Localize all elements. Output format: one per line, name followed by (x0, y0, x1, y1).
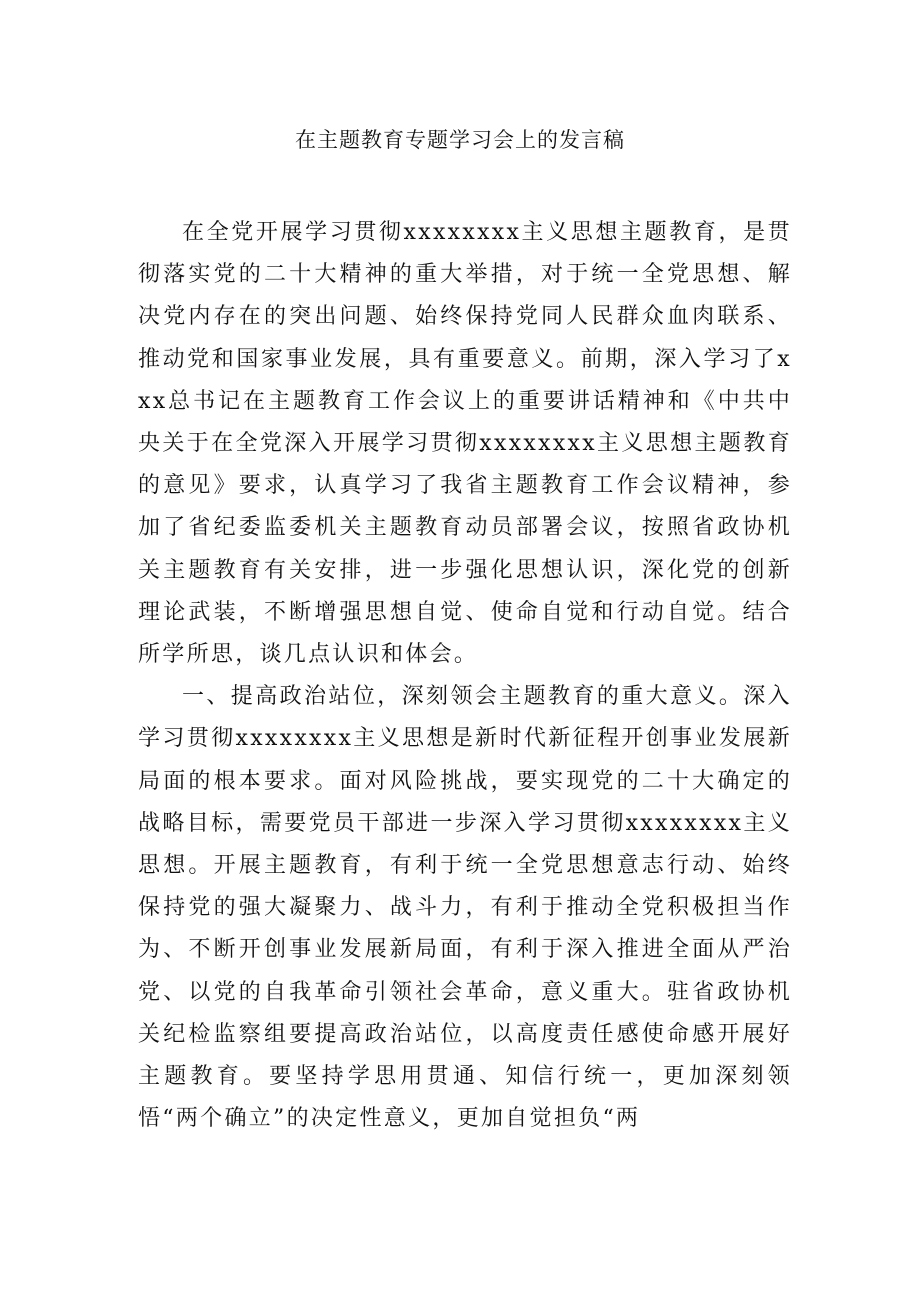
document-body (138, 212, 792, 1140)
document-title: 在主题教育专题学习会上的发言稿 (295, 128, 625, 152)
paragraph-intro: 在全党开展学习贯彻xxxxxxxx主义思想主题教育，是贯彻落实党的二十大精神的重大举措，对于统一全党思想、解决党内存在的突出问题、始终保持党同人民群众血肉联系、推动党和国家事业发展，具有重要意义。前期，深入学习了xxx总书记在主题教育工作会议上的重要讲话精神和《中共中央关于在全党深入开展学习贯彻xxxxxxxx主义思想主题教育的意见》要求，认真学习了我省主题教育工作会议精神，参加了省纪委监委机关主题教育动员部署会议，按照省政协机关主题教育有关安排，进一步强化思想认识，深化党的创新理论武装，不断增强思想自觉、使命自觉和行动自觉。结合所学所思，谈几点认识和体会。 (138, 220, 792, 668)
paragraph-section-one: 一、提高政治站位，深刻领会主题教育的重大意义。深入学习贯彻xxxxxxxx主义思想是新时代新征程开创事业发展新局面的根本要求。面对风险挑战，要实现党的二十大确定的战略目标，需要党员干部进一步深入学习贯彻xxxxxxxx主义思想。开展主题教育，有利于统一全党思想意志行动、始终保持党的强大凝聚力、战斗力，有利于推动全党积极担当作为、不断开创事业发展新局面，有利于深入推进全面从严治党、以党的自我革命引领社会革命，意义重大。驻省政协机关纪检监察组要提高政治站位，以高度责任感使命感开展好主题教育。要坚持学思用贯通、知信行统一，更加深刻领悟“两个确立”的决定性意义，更加自觉担负“两 (138, 684, 792, 1132)
